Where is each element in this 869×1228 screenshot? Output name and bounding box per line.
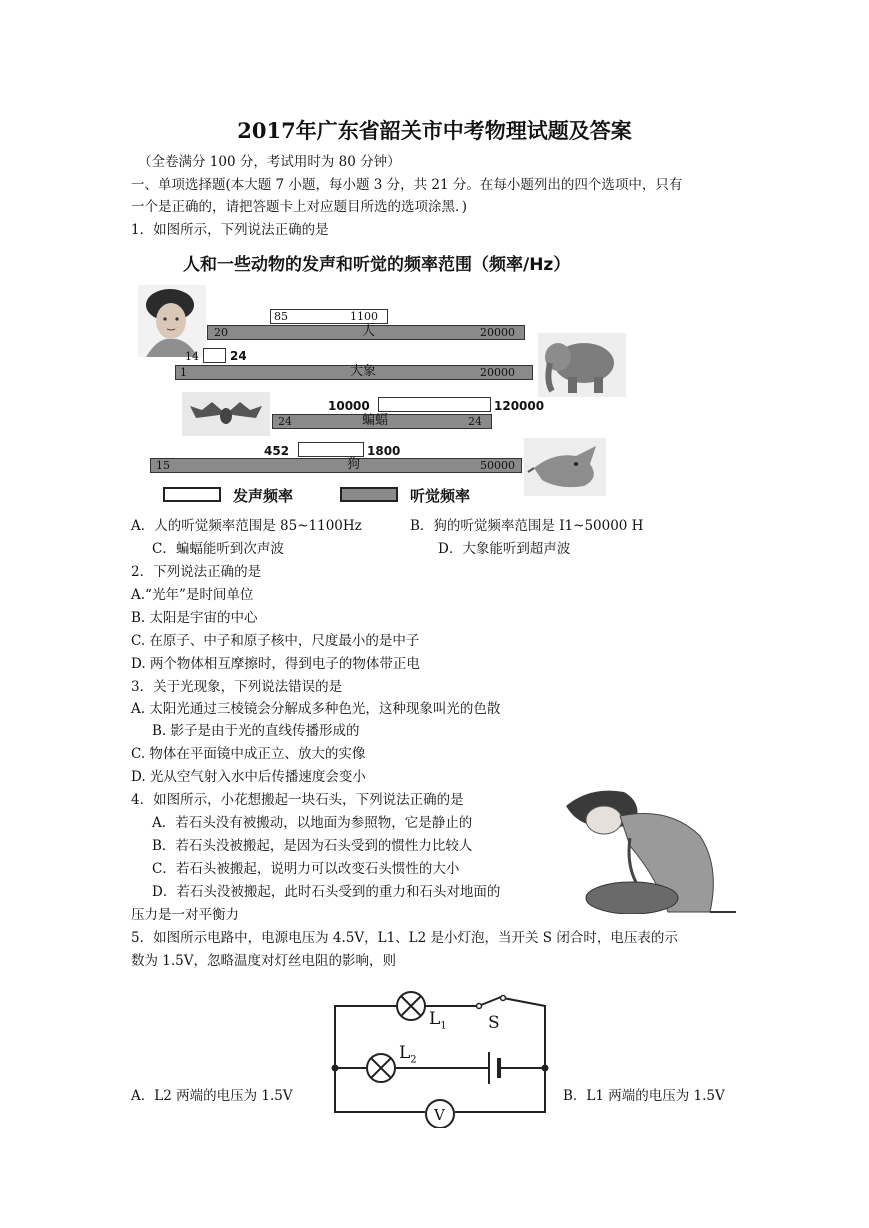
legend-hear-swatch xyxy=(340,487,398,502)
dog-hear-low: 15 xyxy=(156,459,170,472)
q3-option-b: B. 影子是由于光的直线传播形成的 xyxy=(152,723,360,739)
q4-option-b: B．若石头没被搬起，是因为石头受到的惯性力比较人 xyxy=(152,838,473,854)
voltmeter-label: V xyxy=(434,1106,445,1124)
bat-emit-low: 10000 xyxy=(328,399,370,413)
q1-option-c: C．蝙蝠能听到次声波 xyxy=(152,541,284,557)
page-title: 2017年广东省韶关市中考物理试题及答案 xyxy=(237,118,632,143)
elephant-image xyxy=(538,333,626,397)
q2-option-c: C. 在原子、中子和原子核中，尺度最小的是中子 xyxy=(131,633,420,649)
q4-option-c: C．若石头被搬起，说明力可以改变石头惯性的大小 xyxy=(152,861,460,877)
human-label: 人 xyxy=(362,324,376,339)
elephant-label: 大象 xyxy=(350,364,377,379)
bat-hear-low: 24 xyxy=(278,415,292,428)
bat-image xyxy=(182,392,270,436)
q4-option-d-line1: D．若石头没被搬起，此时石头受到的重力和石头对地面的 xyxy=(152,884,501,900)
lamp-l1-icon xyxy=(397,992,425,1020)
human-emit-low: 85 xyxy=(274,310,288,323)
q1-stem: 1．如图所示，下列说法正确的是 xyxy=(131,222,329,238)
legend-emit-swatch xyxy=(163,487,221,502)
section-instructions-line2: 一个是正确的，请把答题卡上对应题目所选的选项涂黑．) xyxy=(131,199,468,215)
elephant-hear-low: 1 xyxy=(180,366,187,379)
section-instructions-line1: 一、单项选择题(本大题 7 小题，每小题 3 分，共 21 分。在每小题列出的四个选项中，只有 xyxy=(131,177,683,193)
switch-label: S xyxy=(488,1013,500,1033)
q1-option-d: D．大象能听到超声波 xyxy=(438,541,571,557)
elephant-emit-bar xyxy=(203,348,226,363)
human-hear-high: 20000 xyxy=(480,326,515,339)
dog-emit-bar xyxy=(298,442,364,457)
q3-option-c: C. 物体在平面镜中成正立、放大的实像 xyxy=(131,746,366,762)
q5-stem-line2: 数为 1.5V，忽略温度对灯丝电阻的影响，则 xyxy=(131,953,397,969)
human-hear-low: 20 xyxy=(214,326,228,339)
lamp-l2-label: $L_2$ xyxy=(399,1043,417,1066)
junction-right-icon xyxy=(542,1065,549,1072)
q4-option-a: A．若石头没有被搬动，以地面为参照物，它是静止的 xyxy=(152,815,473,831)
battery-icon xyxy=(489,1052,499,1084)
figure1-title: 人和一些动物的发声和听觉的频率范围（频率/Hz） xyxy=(183,255,571,275)
woman-portrait-image xyxy=(138,285,206,357)
q4-stem: 4．如图所示，小花想搬起一块石头，下列说法正确的是 xyxy=(131,792,464,808)
bat-label: 蝙蝠 xyxy=(362,413,389,428)
q1-option-a: A．人的听觉频率范围是 85~1100Hz xyxy=(131,518,362,534)
q5-option-a: A．L2 两端的电压为 1.5V xyxy=(131,1088,293,1104)
dog-hear-bar xyxy=(150,458,522,473)
exam-intro: （全卷满分 100 分，考试用时为 80 分钟） xyxy=(138,154,401,170)
legend-emit-label: 发声频率 xyxy=(233,487,294,505)
bat-hear-high: 24 xyxy=(468,415,482,428)
q5-stem-line1: 5．如图所示电路中，电源电压为 4.5V，L1、L2 是小灯泡，当开关 S 闭合时，电压表的示 xyxy=(131,930,678,946)
lamp-l2-icon xyxy=(367,1054,395,1082)
lamp-l1-label: $L_1$ xyxy=(429,1009,447,1032)
dog-hear-high: 50000 xyxy=(480,459,515,472)
q2-stem: 2．下列说法正确的是 xyxy=(131,564,262,580)
q1-option-b: B．狗的听觉频率范围是 I1~50000 H xyxy=(410,518,644,534)
dog-emit-high: 1800 xyxy=(367,444,401,458)
q3-stem: 3．关于光现象，下列说法错误的是 xyxy=(131,679,343,695)
switch-icon xyxy=(477,996,506,1009)
elephant-emit-low: 14 xyxy=(185,350,199,363)
human-emit-high: 1100 xyxy=(350,310,378,323)
dog-image xyxy=(524,438,606,496)
dog-emit-low: 452 xyxy=(264,444,290,458)
elephant-emit-high: 24 xyxy=(230,349,247,363)
junction-left-icon xyxy=(332,1065,339,1072)
q3-option-d: D. 光从空气射入水中后传播速度会变小 xyxy=(131,769,366,785)
elephant-hear-high: 20000 xyxy=(480,366,515,379)
q4-option-d-line2: 压力是一对平衡力 xyxy=(131,907,239,923)
dog-label: 狗 xyxy=(347,457,361,472)
girl-lifting-stone-image xyxy=(560,786,742,914)
legend-hear-label: 听觉频率 xyxy=(410,487,471,505)
q3-option-a: A. 太阳光通过三棱镜会分解成多种色光，这种现象叫光的色散 xyxy=(131,701,501,717)
q5-option-b: B．L1 两端的电压为 1.5V xyxy=(563,1088,725,1104)
q2-option-b: B. 太阳是宇宙的中心 xyxy=(131,610,258,626)
q2-option-d: D. 两个物体相互摩擦时，得到电子的物体带正电 xyxy=(131,656,420,672)
bat-emit-bar xyxy=(378,397,491,412)
bat-emit-high: 120000 xyxy=(494,399,545,413)
q2-option-a: A.“光年”是时间单位 xyxy=(131,587,254,603)
